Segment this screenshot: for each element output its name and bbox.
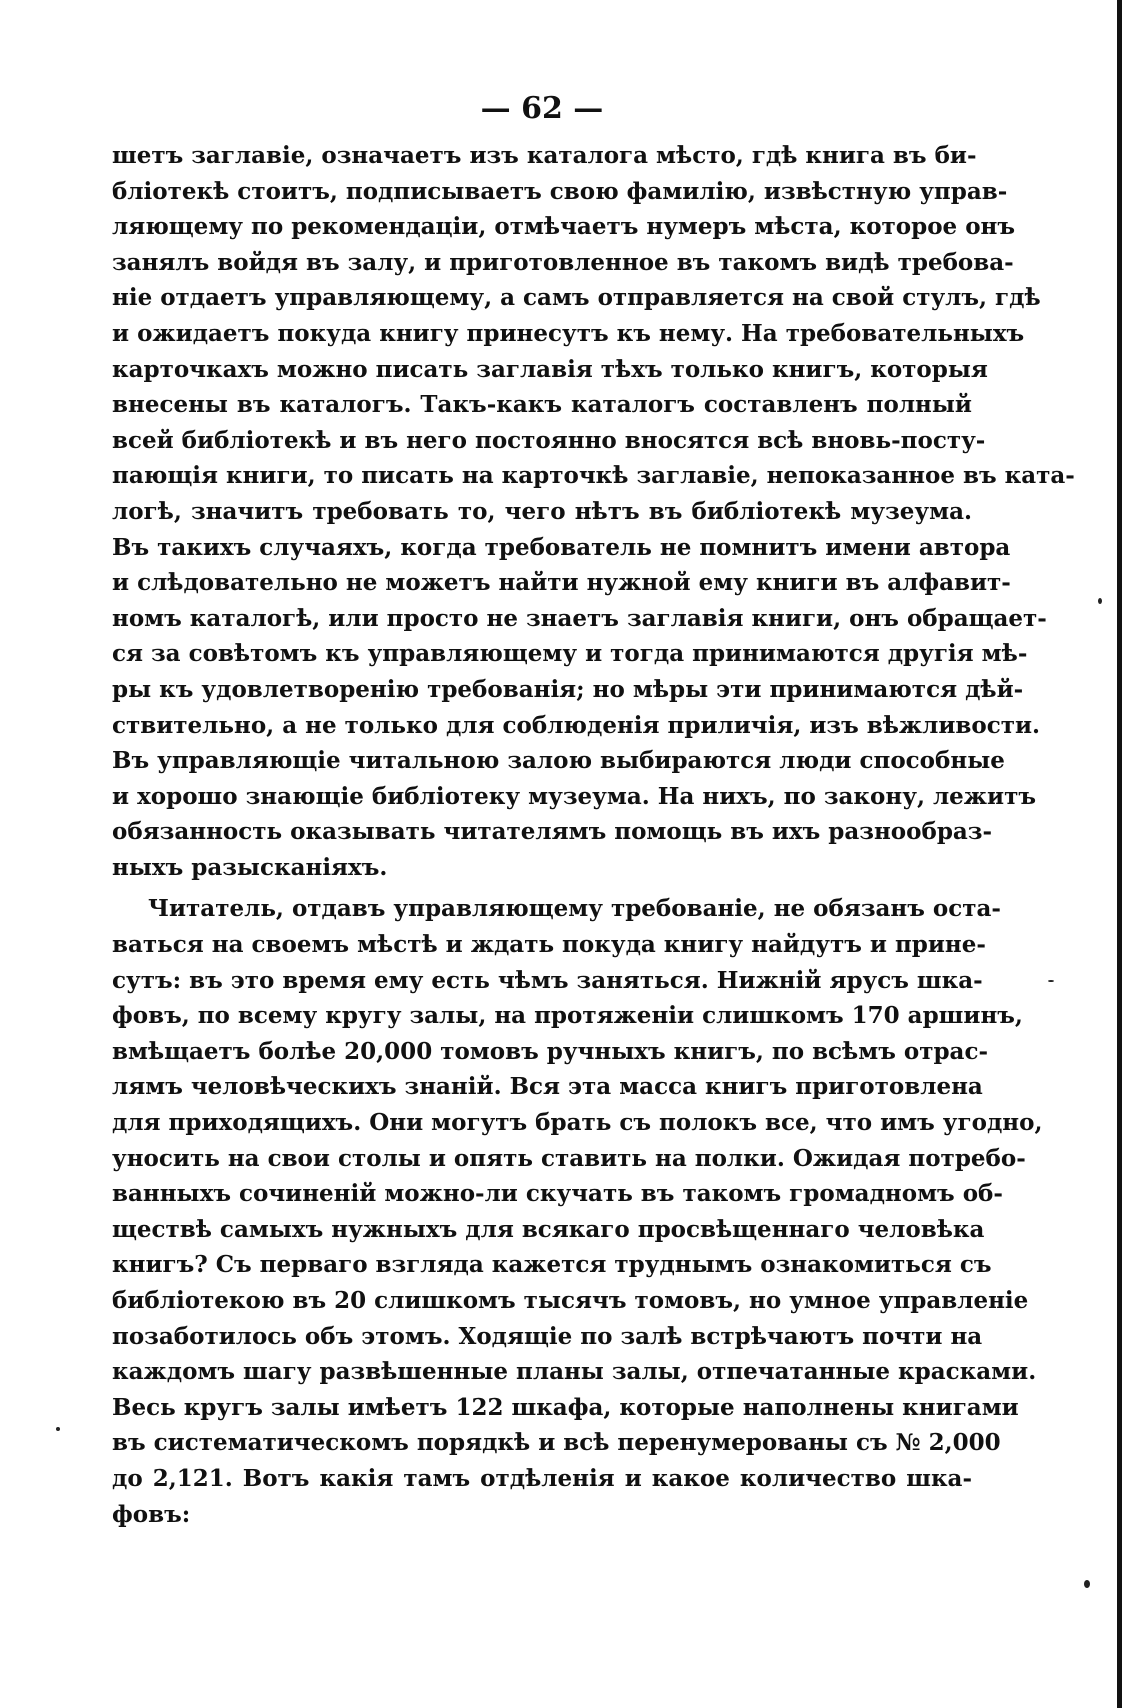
text-line: ся за совѣтомъ къ управляющему и тогда принимаются другія мѣ-: [112, 640, 1028, 668]
document-page: [112, 80, 1075, 1532]
text-line: Читатель, отдавъ управляющему требованіе, не обязанъ оста-: [148, 895, 1001, 923]
text-line: карточкахъ можно писать заглавія тѣхъ только книгъ, которыя: [112, 355, 988, 383]
text-line: и хорошо знающіе библіотеку музеума. На нихъ, по закону, лежитъ: [112, 782, 1036, 810]
text-line: для приходящихъ. Они могутъ брать съ полокъ все, что имъ угодно,: [112, 1109, 1043, 1137]
page-right-edge-shadow: [1117, 0, 1122, 1708]
text-line: ляющему по рекомендаціи, отмѣчаетъ нумеръ мѣста, которое онъ: [112, 213, 1016, 241]
paragraph-1: [112, 138, 1075, 885]
scan-speck: [1084, 1580, 1090, 1588]
text-line: позаботилось объ этомъ. Ходящіе по залѣ встрѣчаютъ почти на: [112, 1322, 983, 1350]
text-line: фовъ:: [112, 1500, 191, 1528]
text-line: ванныхъ сочиненій можно-ли скучать въ такомъ громадномъ об-: [112, 1180, 1003, 1208]
page-number: — 62 —: [480, 91, 604, 126]
text-line: уносить на свои столы и опять ставить на полки. Ожидая потребо-: [112, 1144, 1026, 1172]
text-line: ществѣ самыхъ нужныхъ для всякаго просвѣщеннаго человѣка: [112, 1215, 985, 1243]
paragraph-2: [112, 891, 1043, 1532]
text-line: вмѣщаетъ болѣе 20,000 томовъ ручныхъ книгъ, по всѣмъ отрас-: [112, 1037, 988, 1065]
text-line: Весь кругъ залы имѣетъ 122 шкафа, которые наполнены книгами: [112, 1393, 1019, 1421]
text-line: номъ каталогѣ, или просто не знаетъ заглавія книги, онъ обращает-: [112, 604, 1047, 632]
text-line: ствительно, а не только для соблюденія приличія, изъ вѣжливости.: [112, 711, 1041, 739]
text-line: сутъ: въ это время ему есть чѣмъ заняться. Нижній ярусъ шка-: [112, 966, 983, 994]
text-line: лямъ человѣческихъ знаній. Вся эта масса книгъ приготовлена: [112, 1073, 983, 1101]
text-line: внесены въ каталогъ. Такъ-какъ каталогъ составленъ полный: [112, 391, 972, 419]
text-line: Въ такихъ случаяхъ, когда требователь не помнитъ имени автора: [112, 533, 1011, 561]
text-line: шетъ заглавіе, означаетъ изъ каталога мѣсто, гдѣ книга въ би-: [112, 142, 977, 169]
text-line: и слѣдовательно не можетъ найти нужной ему книги въ алфавит-: [112, 569, 1011, 597]
text-line: всей библіотекѣ и въ него постоянно вносятся всѣ вновь-посту-: [112, 426, 986, 454]
text-line: обязанность оказывать читателямъ помощь въ ихъ разнообраз-: [112, 818, 993, 846]
text-line: ры къ удовлетворенію требованія; но мѣры эти принимаются дѣй-: [112, 675, 1024, 703]
text-line: занялъ войдя въ залу, и приготовленное въ такомъ видѣ требова-: [112, 248, 1014, 276]
text-line: ваться на своемъ мѣстѣ и ждать покуда книгу найдутъ и прине-: [112, 931, 986, 959]
text-line: логѣ, значитъ требовать то, чего нѣтъ въ библіотекѣ музеума.: [112, 497, 972, 525]
text-line: до 2,121. Вотъ какія тамъ отдѣленія и какое количество шка-: [112, 1464, 972, 1492]
text-line: фовъ, по всему кругу залы, на протяженіи слишкомъ 170 аршинъ,: [112, 1002, 1023, 1030]
text-line: библіотекою въ 20 слишкомъ тысячъ томовъ, но умное управленіе: [112, 1287, 1029, 1314]
text-line: каждомъ шагу развѣшенные планы залы, отпечатанные красками.: [112, 1358, 1037, 1386]
text-line: книгъ? Съ перваго взгляда кажется труднымъ ознакомиться съ: [112, 1251, 992, 1279]
scan-speck: [1048, 980, 1054, 982]
text-line: Въ управляющіе читальною залою выбираются люди способные: [112, 747, 1005, 775]
text-line: въ систематическомъ порядкѣ и всѣ перенумерованы съ № 2,000: [112, 1429, 1001, 1457]
scan-speck: [1098, 598, 1102, 604]
text-line: ніе отдаетъ управляющему, а самъ отправляется на свой стулъ, гдѣ: [112, 284, 1041, 312]
text-line: пающія книги, то писать на карточкѣ заглавіе, непоказанное въ ката-: [112, 462, 1075, 490]
text-line: и ожидаетъ покуда книгу принесутъ къ нему. На требовательныхъ: [112, 319, 1025, 347]
text-line: бліотекѣ стоитъ, подписываетъ свою фамилію, извѣстную управ-: [112, 177, 1008, 205]
text-line: ныхъ разысканіяхъ.: [112, 853, 388, 881]
scan-speck: [56, 1427, 60, 1431]
